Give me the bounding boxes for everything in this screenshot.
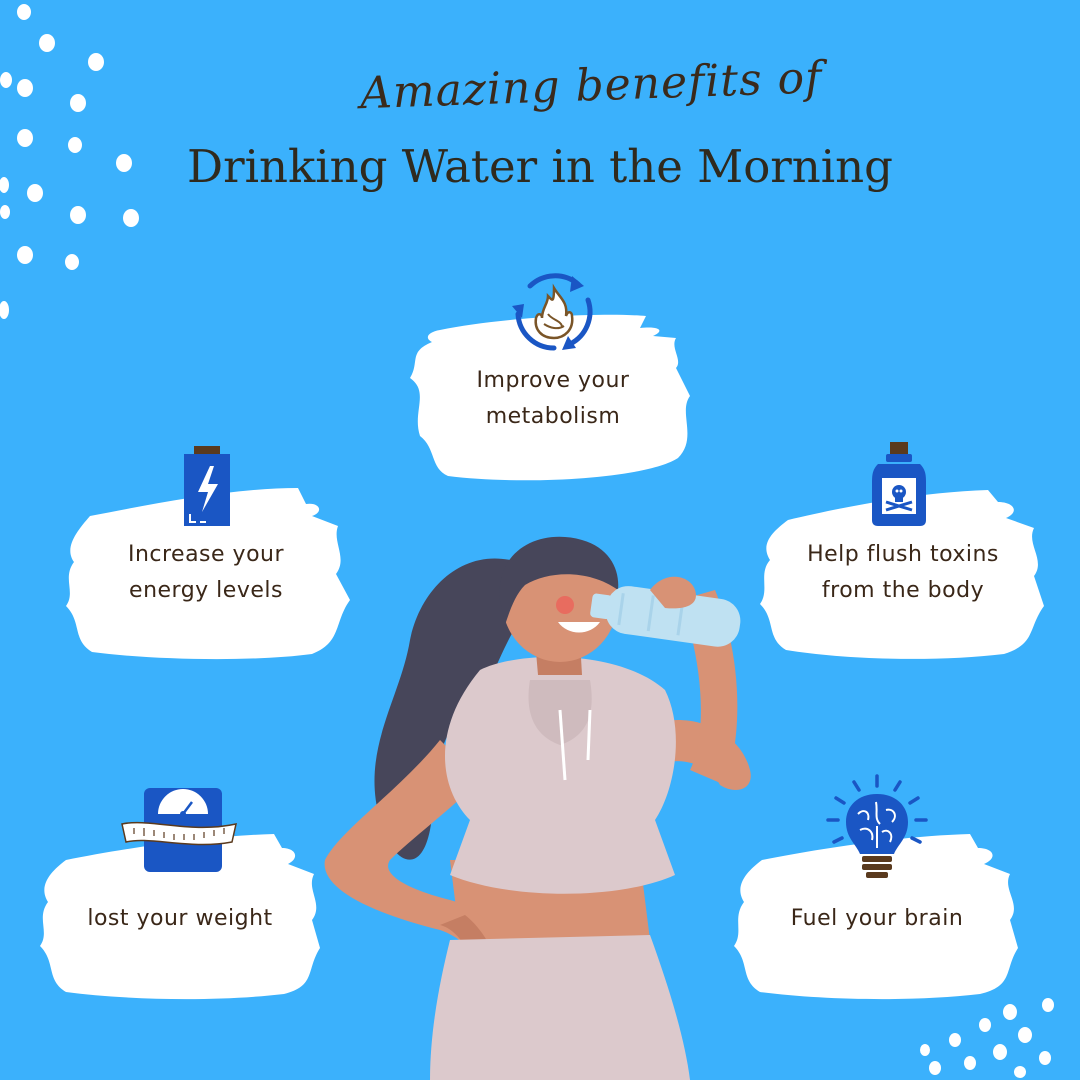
metabolism-fire-cycle-icon — [508, 264, 600, 356]
poison-bottle-icon — [868, 440, 930, 528]
benefit-label: lost your weight — [87, 906, 273, 931]
benefit-label-line2: energy levels — [129, 578, 283, 603]
benefit-label: Fuel your brain — [790, 906, 964, 931]
woman-drinking-water-illustration — [320, 530, 780, 1080]
weight-scale-icon — [120, 786, 240, 876]
benefit-label-line2: from the body — [821, 578, 985, 603]
benefit-label-line2: metabolism — [485, 404, 621, 429]
brain-lightbulb-icon — [824, 774, 930, 886]
page-title: Drinking Water in the Morning — [187, 140, 893, 193]
battery-bolt-icon — [180, 444, 234, 528]
benefit-label-line1: Increase your — [127, 542, 285, 567]
benefit-label-line1: Improve your — [476, 368, 630, 393]
benefit-label-line1: Help flush toxins — [807, 542, 999, 567]
script-subtitle: Amazing benefits of — [359, 52, 824, 120]
